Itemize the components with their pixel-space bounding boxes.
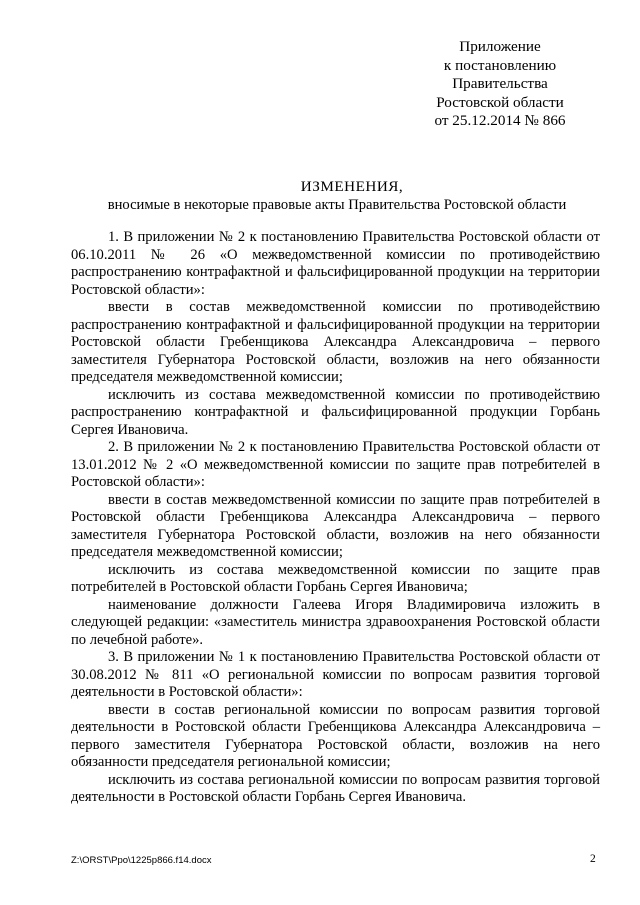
paragraph-4: 2. В приложении № 2 к постановлению Правительства Ростовской области от 13.01.2012 № 2 «О межведомственной комиссии по защите прав потребителей в Ростовской области»: xyxy=(71,439,600,490)
document-subtitle: вносимые в некоторые правовые акты Правительства Ростовской области xyxy=(107,197,567,213)
appendix-line-5: от 25.12.2014 № 866 xyxy=(434,112,566,129)
page-number: 2 xyxy=(590,853,596,865)
paragraph-3: исключить из состава межведомственной комиссии по противодействию распространению контрафактной и фальсифицированной продукции Горбань Сергея Ивановича. xyxy=(71,386,600,438)
appendix-line-4: Ростовской области xyxy=(436,93,564,111)
paragraph-6: исключить из состава межведомственной комиссии по защите прав потребителей в Ростовской области Горбань Сергея Ивановича; xyxy=(71,561,600,595)
paragraph-5: ввести в состав межведомственной комиссии по защите прав потребителей в Ростовской области Гребенщикова Александра Александровича – первого заместителя Губернатора Ростовской области, возложив на него обязанности председателя межведомственной комиссии; xyxy=(71,491,600,560)
appendix-line-2: к постановлению xyxy=(443,56,557,74)
document-body xyxy=(71,229,600,807)
appendix-header xyxy=(410,38,590,131)
document-title: ИЗМЕНЕНИЯ, xyxy=(300,178,404,195)
footer-file-path: Z:\ORST\Ppo\1225p866.f14.docx xyxy=(71,855,212,866)
paragraph-8: 3. В приложении № 1 к постановлению Правительства Ростовской области от 30.08.2012 № 811 «О региональной комиссии по вопросам развития торговой деятельности в Ростовской области»: xyxy=(71,649,600,700)
appendix-line-1: Приложение xyxy=(459,38,541,55)
paragraph-7: наименование должности Галеева Игоря Владимировича изложить в следующей редакции: «заместитель министра здравоохранения Ростовской области по лечебной работе». xyxy=(71,596,600,648)
paragraph-10: исключить из состава региональной комиссии по вопросам развития торговой деятельности в Ростовской области Горбань Сергея Ивановича. xyxy=(71,771,600,805)
paragraph-9: ввести в состав региональной комиссии по вопросам развития торговой деятельности в Ростовской области Гребенщикова Александра Александровича – первого заместителя Губернатора Ростовской области, возложив на него обязанности председателя региональной комиссии; xyxy=(71,701,600,770)
appendix-line-3: Правительства xyxy=(452,75,548,92)
paragraph-2: ввести в состав межведомственной комиссии по противодействию распространению контрафактной и фальсифицированной продукции на территории Ростовской области Гребенщикова Александра Александровича – первого заместителя Губернатора Ростовской области, возложив на него обязанности председателя межведомственной комиссии; xyxy=(71,299,600,385)
paragraph-1: 1. В приложении № 2 к постановлению Правительства Ростовской области от 06.10.2011 № 26 «О межведомственной комиссии по противодействию распространению контрафактной и фальсифицированной продукции на территории Ростовской области»: xyxy=(71,229,600,298)
